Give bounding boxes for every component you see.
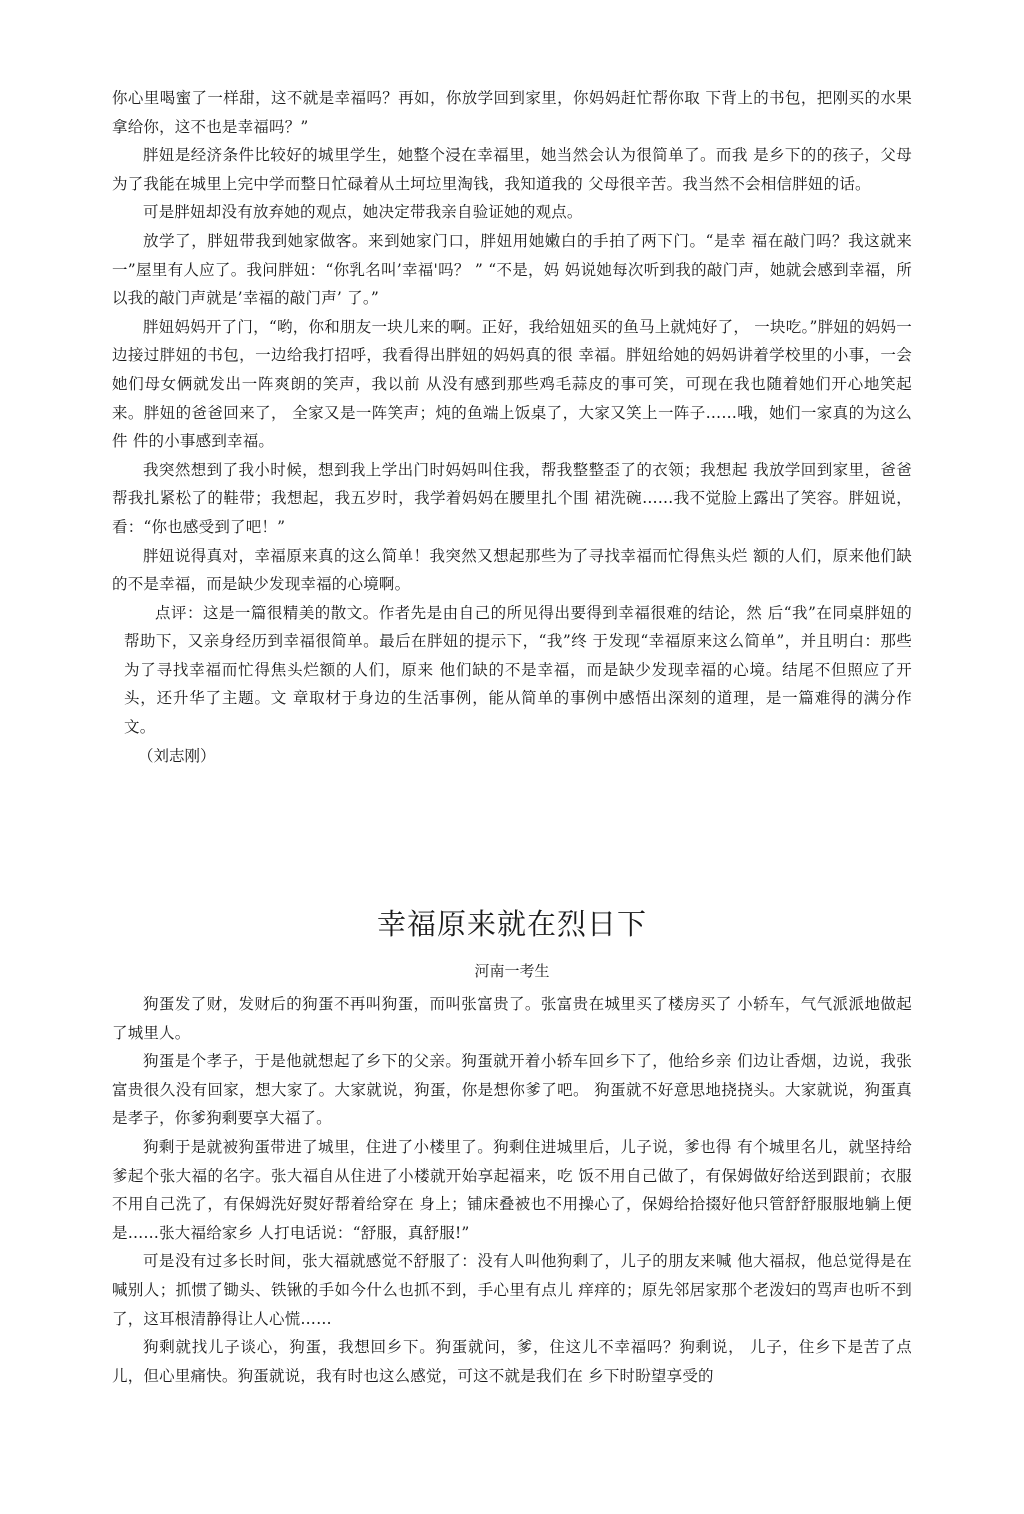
story1-body — [112, 84, 912, 770]
paragraph: 你心里喝蜜了一样甜，这不就是幸福吗？再如，你放学回到家里，你妈妈赶忙帮你取 下背上的书包，把刚买的水果拿给你，这不也是幸福吗？” — [112, 89, 912, 136]
paragraph: 狗蛋发了财，发财后的狗蛋不再叫狗蛋，而叫张富贵了。张富贵在城里买了楼房买了 小轿车，气气派派地做起了城里人。 — [112, 995, 912, 1042]
paragraph: 狗蛋是个孝子，于是他就想起了乡下的父亲。狗蛋就开着小轿车回乡下了，他给乡亲 们边让香烟，边说，我张富贵很久没有回家，想大家了。大家就说，狗蛋，你是想你爹了吧。 狗蛋就不好意思地挠挠头。大家就说，狗蛋真是孝子，你爹狗剩要享大福了。 — [112, 1052, 912, 1128]
paragraph: 狗剩于是就被狗蛋带进了城里，住进了小楼里了。狗剩住进城里后，儿子说，爹也得 有个城里名儿，就坚持给爹起个张大福的名字。张大福自从住进了小楼就开始享起福来，吃 饭不用自己做了，有保姆做好给送到跟前；衣服不用自己洗了，有保姆洗好熨好帮着给穿在 身上；铺床叠被也不用操心了，保姆给拾掇好他只管舒舒服服地躺上便是……张大福给家乡 人打电话说：“舒服，真舒服!” — [112, 1137, 912, 1242]
paragraph: 可是胖妞却没有放弃她的观点，她决定带我亲自验证她的观点。 — [143, 203, 583, 222]
paragraph: 狗剩就找儿子谈心，狗蛋，我想回乡下。狗蛋就问，爹，住这儿不幸福吗？狗剩说， 儿子，住乡下是苦了点儿，但心里痛快。狗蛋就说，我有时也这么感觉，可这不就是我们在 乡下时盼望享受的 — [112, 1338, 912, 1385]
paragraph: 可是没有过多长时间，张大福就感觉不舒服了：没有人叫他狗剩了，儿子的朋友来喊 他大福叔，他总觉得是在喊别人；抓惯了锄头、铁锹的手如今什么也抓不到，手心里有点儿 痒痒的；原先邻居家那个老泼妇的骂声也听不到了，这耳根清静得让人心慌…… — [112, 1252, 912, 1328]
article-author: 河南一考生 — [474, 962, 550, 980]
paragraph: 胖妞妈妈开了门，“哟，你和朋友一块儿来的啊。正好，我给妞妞买的鱼马上就炖好了， 一块吃。”胖妞的妈妈一边接过胖妞的书包，一边给我打招呼，我看得出胖妞的妈妈真的很 幸福。胖妞给她的妈妈讲着学校里的小事，一会她们母女俩就发出一阵爽朗的笑声，我以前 从没有感到那些鸡毛蒜皮的事可笑，可现在我也随着她们开心地笑起来。胖妞的爸爸回来了， 全家又是一阵笑声；炖的鱼端上饭桌了，大家又笑上一阵子……哦，她们一家真的为这么件 件的小事感到幸福。 — [112, 317, 912, 451]
paragraph: 我突然想到了我小时候，想到我上学出门时妈妈叫住我，帮我整整歪了的衣领；我想起 我放学回到家里，爸爸帮我扎紧松了的鞋带；我想起，我五岁时，我学着妈妈在腰里扎个围 裙洗碗……我不觉脸上露出了笑容。胖妞说，看：“你也感受到了吧！” — [112, 460, 912, 536]
review-author: （刘志刚） — [138, 746, 216, 765]
paragraph: 胖妞说得真对，幸福原来真的这么简单！我突然又想起那些为了寻找幸福而忙得焦头烂 额的人们，原来他们缺的不是幸福，而是缺少发现幸福的心境啊。 — [112, 546, 912, 594]
article-title: 幸福原来就在烈日下 — [376, 907, 647, 941]
story2-body — [112, 990, 912, 1390]
paragraph: 胖妞是经济条件比较好的城里学生，她整个浸在幸福里，她当然会认为很简单了。而我 是乡下的的孩子，父母为了我能在城里上完中学而整日忙碌着从土坷垃里淘钱，我知道我的 父母很辛苦。我当然不会相信胖妞的话。 — [112, 146, 912, 193]
paragraph: 放学了，胖妞带我到她家做客。来到她家门口，胖妞用她嫩白的手拍了两下门。“是幸 福在敲门吗？我这就来一”屋里有人应了。我问胖妞：“你乳名叫’幸福'吗？ ” “不是，妈 妈说她每次听到我的敲门声，她就会感到幸福，所以我的敲门声就是’幸福的敲门声’ 了。” — [112, 231, 912, 308]
review-comment: 点评：这是一篇很精美的散文。作者先是由自己的所见得出要得到幸福很难的结论，然 后“我”在同桌胖妞的帮助下，又亲身经历到幸福很简单。最后在胖妞的提示下，“我”终 于发现“幸福原来这么简单”，并且明白：那些为了寻找幸福而忙得焦头烂额的人们，原来 他们缺的不是幸福，而是缺少发现幸福的心境。结尾不但照应了开头，还升华了主题。文 章取材于身边的生活事例，能从简单的事例中感悟出深刻的道理，是一篇难得的满分作文。 — [124, 603, 912, 737]
